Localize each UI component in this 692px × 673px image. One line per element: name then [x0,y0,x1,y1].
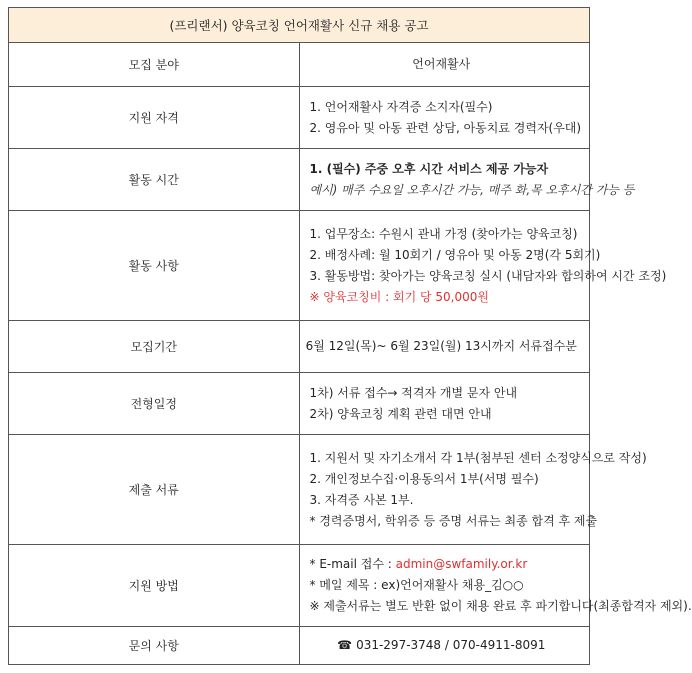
documents-line-4: * 경력증명서, 학위증 등 증명 서류는 최종 합격 후 제출 [309,513,598,528]
documents-line-2: 2. 개인정보수집·이용동의서 1부(서명 필수) [309,471,539,486]
apply-mail-subject: * 메일 제목 : ex)언어재활사 채용_김○○ [309,578,524,592]
row-inquiry [9,627,590,665]
qualification-line-1: 1. 언어재활사 자격증 소지자(필수) [309,99,493,114]
apply-email-line [310,554,584,575]
recruitment-notice [8,7,692,665]
row-recruit-period [9,321,590,373]
value-apply-method [299,545,692,627]
title-row [9,8,590,43]
row-activity-details [9,211,590,321]
label-selection-schedule: 전형일정 [9,373,300,435]
qualification-line-2: 2. 영유아 및 아동 관련 상담, 아동치료 경력자(우대) [309,120,582,135]
row-field [9,43,590,87]
label-activity-time: 활동 시간 [9,149,300,211]
documents-line-1: 1. 지원서 및 자기소개서 각 1부(첨부된 센터 소정양식으로 작성) [309,450,647,465]
inquiry-phone-numbers: 031-297-3748 / 070-4911-8091 [356,638,546,652]
value-inquiry [299,627,590,665]
documents-line-3: 3. 자격증 사본 1부. [309,492,414,507]
value-selection-schedule [299,373,590,435]
label-field: 모집 분야 [9,43,300,87]
row-documents [9,435,590,545]
activity-time-line-1: 1. (필수) 주중 오후 시간 서비스 제공 가능자 [309,161,549,176]
activity-time-example: 예시) 매주 수요일 오후시간 가능, 매주 화,목 오후시간 가능 등 [309,182,635,197]
value-activity-details [299,211,667,321]
row-selection-schedule [9,373,590,435]
notice-title: (프리랜서) 양육코칭 언어재활사 신규 채용 공고 [9,8,590,43]
value-field: 언어재활사 [299,43,590,87]
apply-return-note: ※ 제출서류는 별도 반환 없이 채용 완료 후 파기합니다(최종합격자 제외). [309,599,692,613]
coaching-fee-note: ※ 양육코칭비 : 회기 당 50,000원 [309,289,489,304]
activity-details-line-3: 3. 활동방법: 찾아가는 양육코칭 실시 (내담자와 합의하여 시간 조정) [309,268,667,283]
value-recruit-period: 6월 12일(목)~ 6월 23일(월) 13시까지 서류접수분 [299,321,590,373]
label-inquiry: 문의 사항 [9,627,300,665]
label-recruit-period: 모집기간 [9,321,300,373]
label-apply-method: 지원 방법 [9,545,300,627]
label-activity-details: 활동 사항 [9,211,300,321]
row-activity-time [9,149,590,211]
label-documents: 제출 서류 [9,435,300,545]
value-documents [299,435,647,545]
apply-email-address[interactable]: admin@swfamily.or.kr [395,557,528,571]
activity-details-line-2: 2. 배정사례: 월 10회기 / 영유아 및 아동 2명(각 5회기) [309,247,601,262]
phone-icon: ☎ [337,638,353,652]
value-qualification [299,87,590,149]
row-apply-method [9,545,590,627]
row-qualification [9,87,590,149]
selection-step-2: 2차) 양육코칭 계획 관련 대면 안내 [309,406,492,421]
selection-step-1: 1차) 서류 접수→ 적격자 개별 문자 안내 [309,385,518,400]
activity-details-line-1: 1. 업무장소: 수원시 관내 가정 (찾아가는 양육코칭) [309,226,578,241]
value-activity-time [299,149,635,211]
apply-email-prefix: * E-mail 접수 : [309,557,396,571]
label-qualification: 지원 자격 [9,87,300,149]
notice-table [8,7,692,665]
